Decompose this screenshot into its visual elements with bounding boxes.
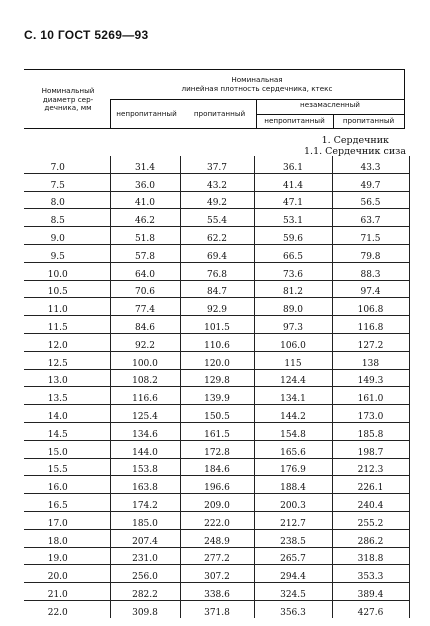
density-cell: 389.4: [332, 583, 409, 601]
table-row: [24, 173, 409, 191]
density-cell: 165.6: [254, 440, 332, 458]
column-header-unimpregnated-2: непропитанный: [264, 116, 325, 125]
density-cell: 89.0: [254, 298, 332, 316]
density-cell: 196.6: [180, 476, 254, 494]
density-cell: 277.2: [180, 547, 254, 565]
diameter-cell: 14.0: [24, 405, 110, 423]
diameter-column-header: Номинальный диаметр сер- дечника, мм: [41, 86, 95, 113]
density-cell: 46.2: [110, 209, 180, 227]
density-cell: 255.2: [332, 511, 409, 529]
density-cell: 173.0: [332, 405, 409, 423]
table-row: [24, 565, 409, 583]
density-cell: 134.1: [254, 387, 332, 405]
density-cell: 116.6: [110, 387, 180, 405]
diameter-cell: 19.0: [24, 547, 110, 565]
diameter-cell: 21.0: [24, 583, 110, 601]
density-cell: 79.8: [332, 244, 409, 262]
density-cell: 77.4: [110, 298, 180, 316]
density-cell: 318.8: [332, 547, 409, 565]
density-cell: 185.8: [332, 422, 409, 440]
density-cell: 69.4: [180, 244, 254, 262]
density-cell: 212.7: [254, 511, 332, 529]
density-cell: 125.4: [110, 405, 180, 423]
table-row: [24, 511, 409, 529]
diameter-cell: 10.0: [24, 262, 110, 280]
table-row: [24, 583, 409, 601]
density-cell: 49.2: [180, 191, 254, 209]
density-cell: 139.9: [180, 387, 254, 405]
diameter-cell: 7.5: [24, 173, 110, 191]
density-cell: 120.0: [180, 351, 254, 369]
density-cell: 31.4: [110, 156, 180, 173]
table-row: [24, 316, 409, 334]
density-cell: 176.9: [254, 458, 332, 476]
density-cell: 129.8: [180, 369, 254, 387]
table-row: [24, 298, 409, 316]
diameter-cell: 13.5: [24, 387, 110, 405]
density-cell: 427.6: [332, 600, 409, 617]
density-cell: 338.6: [180, 583, 254, 601]
density-cell: 282.2: [110, 583, 180, 601]
diameter-cell: 13.0: [24, 369, 110, 387]
density-cell: 222.0: [180, 511, 254, 529]
density-cell: 70.6: [110, 280, 180, 298]
density-cell: 64.0: [110, 262, 180, 280]
diameter-cell: 7.0: [24, 156, 110, 173]
density-cell: 101.5: [180, 316, 254, 334]
density-cell: 116.8: [332, 316, 409, 334]
density-cell: 127.2: [332, 333, 409, 351]
table-row: [24, 156, 409, 173]
density-cell: 84.7: [180, 280, 254, 298]
page-header: С. 10 ГОСТ 5269—93: [24, 28, 149, 42]
table-row: [24, 405, 409, 423]
density-cell: 47.1: [254, 191, 332, 209]
density-cell: 240.4: [332, 494, 409, 512]
density-cell: 92.9: [180, 298, 254, 316]
density-cell: 71.5: [332, 227, 409, 245]
density-cell: 294.4: [254, 565, 332, 583]
density-cell: 231.0: [110, 547, 180, 565]
diameter-cell: 9.5: [24, 244, 110, 262]
density-cell: 149.3: [332, 369, 409, 387]
table-row: [24, 458, 409, 476]
table-row: [24, 244, 409, 262]
density-cell: 324.5: [254, 583, 332, 601]
header-bottom-rule: [24, 128, 405, 129]
diameter-cell: 16.0: [24, 476, 110, 494]
density-cell: 174.2: [110, 494, 180, 512]
density-cell: 307.2: [180, 565, 254, 583]
table-row: [24, 280, 409, 298]
diameter-cell: 12.5: [24, 351, 110, 369]
density-cell: 371.8: [180, 600, 254, 617]
diameter-cell: 15.0: [24, 440, 110, 458]
table-row: [24, 191, 409, 209]
density-cell: 41.4: [254, 173, 332, 191]
table-row: [24, 209, 409, 227]
density-cell: 97.3: [254, 316, 332, 334]
density-cell: 256.0: [110, 565, 180, 583]
diameter-cell: 8.5: [24, 209, 110, 227]
density-cell: 51.8: [110, 227, 180, 245]
density-cell: 353.3: [332, 565, 409, 583]
density-cell: 110.6: [180, 333, 254, 351]
density-cell: 198.7: [332, 440, 409, 458]
density-cell: 73.6: [254, 262, 332, 280]
table-row: [24, 547, 409, 565]
density-cell: 144.2: [254, 405, 332, 423]
density-cell: 207.4: [110, 529, 180, 547]
diameter-cell: 9.0: [24, 227, 110, 245]
table-row: [24, 262, 409, 280]
diameter-cell: 17.0: [24, 511, 110, 529]
density-cell: 286.2: [332, 529, 409, 547]
diameter-cell: 20.0: [24, 565, 110, 583]
density-cell: 57.8: [110, 244, 180, 262]
density-cell: 92.2: [110, 333, 180, 351]
density-cell: 184.6: [180, 458, 254, 476]
density-cell: 248.9: [180, 529, 254, 547]
density-cell: 106.8: [332, 298, 409, 316]
density-cell: 212.3: [332, 458, 409, 476]
table-row: [24, 227, 409, 245]
density-cell: 188.4: [254, 476, 332, 494]
diameter-cell: 15.5: [24, 458, 110, 476]
table-row: [24, 369, 409, 387]
density-cell: 134.6: [110, 422, 180, 440]
column-header-unimpregnated-1: непропитанный: [116, 109, 177, 118]
density-group-rule: [110, 99, 405, 100]
diameter-cell: 18.0: [24, 529, 110, 547]
density-cell: 62.2: [180, 227, 254, 245]
table-row: [24, 440, 409, 458]
header-top-rule: [24, 69, 405, 70]
density-cell: 153.8: [110, 458, 180, 476]
density-group-header: Номинальная линейная плотность сердечника, ктекс: [181, 75, 333, 93]
density-cell: 37.7: [180, 156, 254, 173]
density-cell: 66.5: [254, 244, 332, 262]
table-row: [24, 476, 409, 494]
subsection-title: 1.1. Сердечник сиза: [304, 146, 406, 157]
density-cell: 84.6: [110, 316, 180, 334]
density-cell: 138: [332, 351, 409, 369]
density-cell: 108.2: [110, 369, 180, 387]
density-cell: 43.3: [332, 156, 409, 173]
diameter-cell: 8.0: [24, 191, 110, 209]
diameter-cell: 10.5: [24, 280, 110, 298]
density-cell: 124.4: [254, 369, 332, 387]
density-cell: 81.2: [254, 280, 332, 298]
core-density-table: [24, 156, 410, 618]
density-cell: 41.0: [110, 191, 180, 209]
table-row: [24, 494, 409, 512]
density-cell: 163.8: [110, 476, 180, 494]
density-cell: 154.8: [254, 422, 332, 440]
diameter-cell: 11.5: [24, 316, 110, 334]
density-cell: 226.1: [332, 476, 409, 494]
density-cell: 59.6: [254, 227, 332, 245]
table-row: [24, 422, 409, 440]
density-cell: 56.5: [332, 191, 409, 209]
table-row: [24, 333, 409, 351]
density-cell: 88.3: [332, 262, 409, 280]
density-cell: 161.0: [332, 387, 409, 405]
density-cell: 200.3: [254, 494, 332, 512]
column-header-impregnated-1: пропитанный: [193, 109, 246, 118]
column-header-impregnated-2: пропитанный: [342, 116, 395, 125]
unoiled-group-rule: [256, 114, 405, 115]
unoiled-group-header: незамасленный: [300, 100, 360, 109]
density-cell: 209.0: [180, 494, 254, 512]
section-title: 1. Сердечник: [321, 135, 389, 146]
diameter-cell: 12.0: [24, 333, 110, 351]
table-row: [24, 529, 409, 547]
density-cell: 36.0: [110, 173, 180, 191]
density-cell: 106.0: [254, 333, 332, 351]
density-cell: 49.7: [332, 173, 409, 191]
diameter-cell: 16.5: [24, 494, 110, 512]
density-cell: 43.2: [180, 173, 254, 191]
diameter-cell: 14.5: [24, 422, 110, 440]
density-cell: 309.8: [110, 600, 180, 617]
density-cell: 238.5: [254, 529, 332, 547]
table-row: [24, 600, 409, 617]
density-cell: 76.8: [180, 262, 254, 280]
density-cell: 161.5: [180, 422, 254, 440]
density-cell: 115: [254, 351, 332, 369]
density-cell: 144.0: [110, 440, 180, 458]
header-right-edge: [404, 69, 405, 129]
density-cell: 53.1: [254, 209, 332, 227]
density-cell: 150.5: [180, 405, 254, 423]
density-cell: 100.0: [110, 351, 180, 369]
density-cell: 36.1: [254, 156, 332, 173]
diameter-cell: 22.0: [47, 607, 68, 618]
density-cell: 172.8: [180, 440, 254, 458]
density-cell: 97.4: [332, 280, 409, 298]
density-cell: 55.4: [180, 209, 254, 227]
table-row: [24, 351, 409, 369]
density-cell: 63.7: [332, 209, 409, 227]
density-cell: 185.0: [110, 511, 180, 529]
density-cell: 356.3: [254, 600, 332, 617]
table-row: [24, 387, 409, 405]
density-cell: 265.7: [254, 547, 332, 565]
diameter-cell: 11.0: [24, 298, 110, 316]
